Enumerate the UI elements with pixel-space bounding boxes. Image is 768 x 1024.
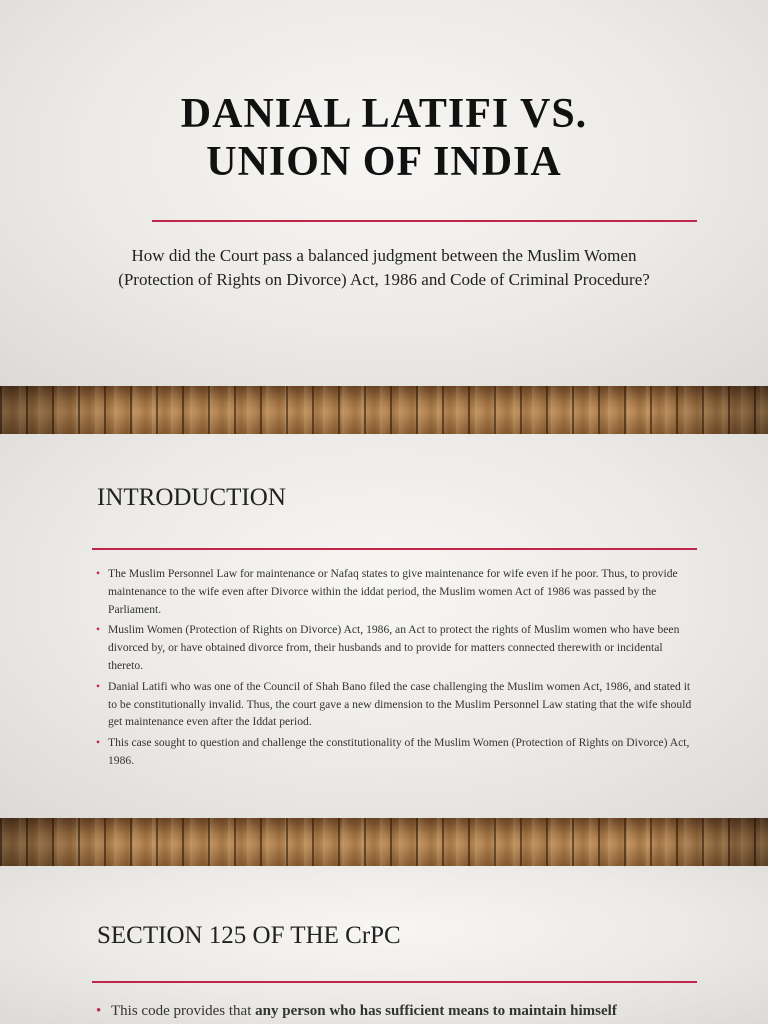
slide-subtitle: How did the Court pass a balanced judgment between the Muslim Women (Protection of Rights on Divorce) Act, 1986 and Code of Criminal Procedure? bbox=[118, 246, 650, 289]
bullet-item: • Danial Latifi who was one of the Council of Shah Bano filed the case challenging the Muslim women Act, 1986, and stated it to be constitutionally invalid. Thus, the court gave a new dimension to the Muslim Personnel Law stating that the wife should get maintenance even after the Iddat period. bbox=[96, 678, 696, 731]
slide-introduction bbox=[0, 434, 768, 818]
wood-floor-band bbox=[0, 386, 768, 434]
bullet-item: • This case sought to question and challenge the constitutionality of the Muslim Women (Protection of Rights on Divorce) Act, 1986. bbox=[96, 734, 696, 770]
wood-floor-band bbox=[0, 818, 768, 866]
heading-divider bbox=[92, 548, 697, 550]
bullet-item: • The Muslim Personnel Law for maintenance or Nafaq states to give maintenance for wife even if he poor. Thus, to provide maintenance to the wife even after Divorce within the iddat period, the Muslim women Act of 1986 was passed by the Parliament. bbox=[96, 565, 696, 618]
bullet-text: This code provides that bbox=[111, 1003, 256, 1019]
bullet-item bbox=[96, 1001, 696, 1021]
bullet-list bbox=[96, 565, 696, 773]
heading-divider bbox=[92, 981, 697, 983]
bullet-bold-text: any person who has sufficient means to maintain himself bbox=[255, 1003, 617, 1019]
slide-title-heading bbox=[0, 90, 768, 186]
slide-section-125 bbox=[0, 866, 768, 1024]
title-divider bbox=[152, 220, 697, 222]
slide-heading: SECTION 125 OF THE CrPC bbox=[97, 922, 401, 949]
title-line-2: UNION OF INDIA bbox=[206, 139, 562, 185]
slide-title bbox=[0, 0, 768, 386]
title-line-1: DANIAL LATIFI VS. bbox=[180, 91, 588, 137]
bullet-list bbox=[96, 1001, 696, 1024]
bullet-item: • Muslim Women (Protection of Rights on Divorce) Act, 1986, an Act to protect the rights of Muslim women who have been divorced by, or have obtained divorce from, their husbands and to provide for matters connected therewith or incidental thereto. bbox=[96, 621, 696, 674]
slide-heading: INTRODUCTION bbox=[97, 484, 286, 511]
